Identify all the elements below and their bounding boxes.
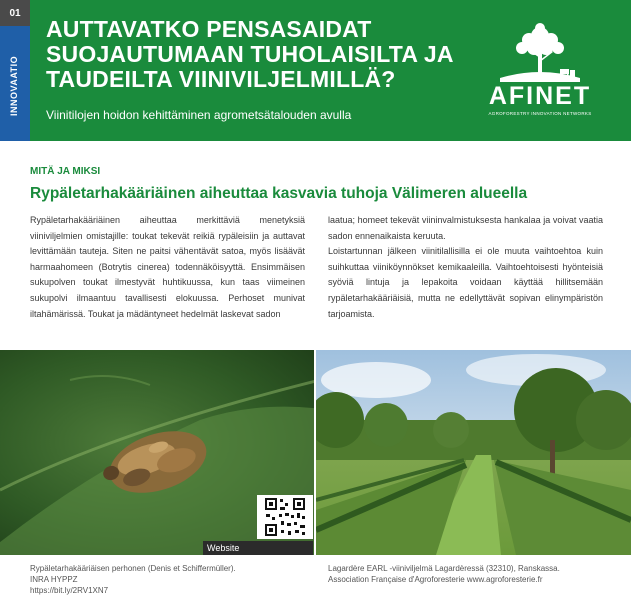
body-paragraph: laatua; homeet tekevät viininvalmistuksesta hankalaa ja voivat vaatia sadon ennenaikaista keruuta. xyxy=(328,215,603,241)
header-banner xyxy=(0,0,631,141)
caption-link[interactable]: https://bit.ly/2RV1XN7 xyxy=(30,586,109,595)
caption-line: Lagardère EARL -viiniviljelmä Lagardèressä (32310), Ranskassa. xyxy=(328,564,560,573)
body-column-left xyxy=(30,213,305,322)
afinet-logo xyxy=(480,22,600,118)
qr-icon xyxy=(257,495,313,539)
caption-line: Rypäletarhakääriäisen perhonen (Denis et Schiffermüller). xyxy=(30,564,236,573)
section-heading: Rypäletarhakääriäinen aiheuttaa kasvavia tuhoja Välimeren alueella xyxy=(30,185,528,202)
body-paragraph: Loistartunnan jälkeen viinitilallisilla ei ole muuta vaihtoehtoa kuin suihkuttaa viiniköynnökset kemikaaleilla. Vaihtoehtoisesti hyönteisiä syöviä lintuja ja lepakoita voidaan käyttää hillitsemään rypäletarhakääriäisiä, mutta ne edellyttävät sopivan elinympäristön tarjoamista. xyxy=(328,246,603,319)
website-label[interactable]: Website xyxy=(203,541,313,555)
body-paragraph: Rypäletarhakääriäinen aiheuttaa merkittäviä menetyksiä viiniviljelmien omistajille: toukat tekevät reikiä rypäleisiin ja auttavat levittämään tauteja. Siten ne paitsi vähentävät satoa, myös lisäävät harmaahomeen (Botrytis cinerea) todennäköisyyttä. Ensimmäisen sukupolven toukat ilmestyvät huhtikuussa, kun taas viimeinen sukupolvi ilmaantuu tavallisesti elokuussa. Perhoset munivat iltahämärissä. Toukat ja mädäntyneet hedelmät laskevat sadon xyxy=(30,215,305,319)
caption-line: INRA HYPPZ xyxy=(30,575,78,584)
vineyard-photo xyxy=(316,350,631,555)
photo-caption-left xyxy=(30,563,310,596)
photo-caption-right xyxy=(328,563,618,585)
vineyard-illustration xyxy=(316,350,631,555)
side-strip xyxy=(0,0,30,141)
section-label: MITÄ JA MIKSI xyxy=(30,166,101,177)
page-subtitle: Viinitilojen hoidon kehittäminen agrometsätalouden avulla xyxy=(46,108,352,122)
page-title: AUTTAVATKO PENSASAIDAT SUOJAUTUMAAN TUHOLAISILTA JA TAUDEILTA VIINIVILJELMILLÄ? xyxy=(46,16,453,92)
tree-icon xyxy=(498,22,582,84)
logo-tagline: AGROFORESTRY INNOVATION NETWORKS xyxy=(488,111,592,116)
body-column-right xyxy=(328,213,603,322)
caption-line: Association Française d'Agroforesterie www.agroforesterie.fr xyxy=(328,575,543,584)
qr-code[interactable] xyxy=(257,495,313,539)
page-number: 01 xyxy=(0,0,30,26)
logo-wordmark: AFINET xyxy=(488,82,592,110)
category-label: INNOVAATIO xyxy=(9,55,19,116)
